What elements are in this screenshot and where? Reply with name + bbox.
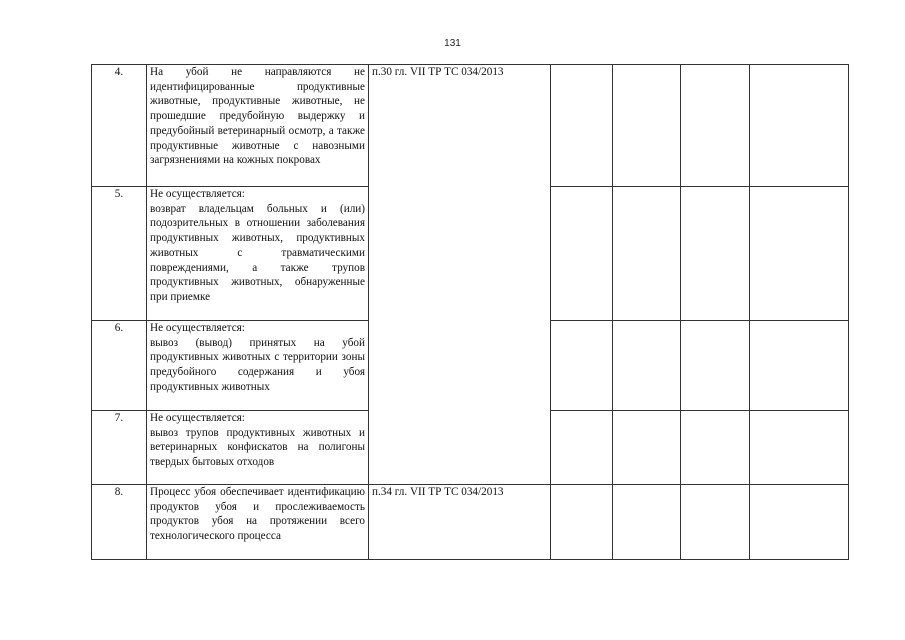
requirement-lead: Не осуществляется: — [150, 412, 245, 424]
requirement-text: возврат владельцам больных и (или) подозрительных в отношении заболевания продуктивных животных, продуктивных животных с травматическими повреждениями, а также трупов продуктивных животных, обнаруженные при приемке — [150, 202, 365, 303]
page-number: 131 — [444, 38, 461, 49]
requirement-text: вывоз (вывод) принятых на убой продуктивных животных с территории зоны предубойного содержания и убоя продуктивных животных — [150, 336, 365, 393]
regulation-reference: п.34 гл. VII ТР ТС 034/2013 — [369, 485, 551, 560]
requirement-lead: Не осуществляется: — [150, 322, 245, 334]
requirements-table — [91, 64, 849, 560]
requirement-cell — [147, 485, 369, 560]
empty-cell — [551, 321, 613, 411]
empty-cell — [750, 485, 849, 560]
empty-cell — [750, 411, 849, 485]
requirement-text: На убой не направляются не идентифицированные продуктивные животные, продуктивные животные, не прошедшие предубойную выдержку и предубойный ветеринарный осмотр, а также продуктивные животные с навозными загрязнениями на кожных покровах — [150, 66, 365, 167]
empty-cell — [681, 187, 750, 321]
empty-cell — [681, 411, 750, 485]
row-number: 5. — [92, 187, 147, 321]
empty-cell — [613, 187, 681, 321]
row-number: 8. — [92, 485, 147, 560]
empty-cell — [681, 485, 750, 560]
empty-cell — [551, 485, 613, 560]
empty-cell — [681, 65, 750, 187]
table-row — [92, 65, 849, 187]
empty-cell — [681, 321, 750, 411]
requirement-lead: Не осуществляется: — [150, 188, 245, 200]
regulation-reference: п.30 гл. VII ТР ТС 034/2013 — [369, 65, 551, 485]
empty-cell — [613, 411, 681, 485]
requirement-cell — [147, 187, 369, 321]
empty-cell — [750, 187, 849, 321]
requirement-text: Процесс убоя обеспечивает идентификацию продуктов убоя и прослеживаемость продуктов убоя на протяжении всего технологического процесса — [150, 486, 365, 543]
empty-cell — [613, 321, 681, 411]
requirement-cell — [147, 321, 369, 411]
empty-cell — [613, 65, 681, 187]
table-row — [92, 485, 849, 560]
empty-cell — [551, 187, 613, 321]
row-number: 7. — [92, 411, 147, 485]
empty-cell — [551, 65, 613, 187]
empty-cell — [750, 65, 849, 187]
requirement-cell — [147, 411, 369, 485]
requirement-text: вывоз трупов продуктивных животных и ветеринарных конфискатов на полигоны твердых бытовых отходов — [150, 426, 365, 469]
row-number: 6. — [92, 321, 147, 411]
requirement-cell — [147, 65, 369, 187]
empty-cell — [551, 411, 613, 485]
empty-cell — [613, 485, 681, 560]
row-number: 4. — [92, 65, 147, 187]
empty-cell — [750, 321, 849, 411]
